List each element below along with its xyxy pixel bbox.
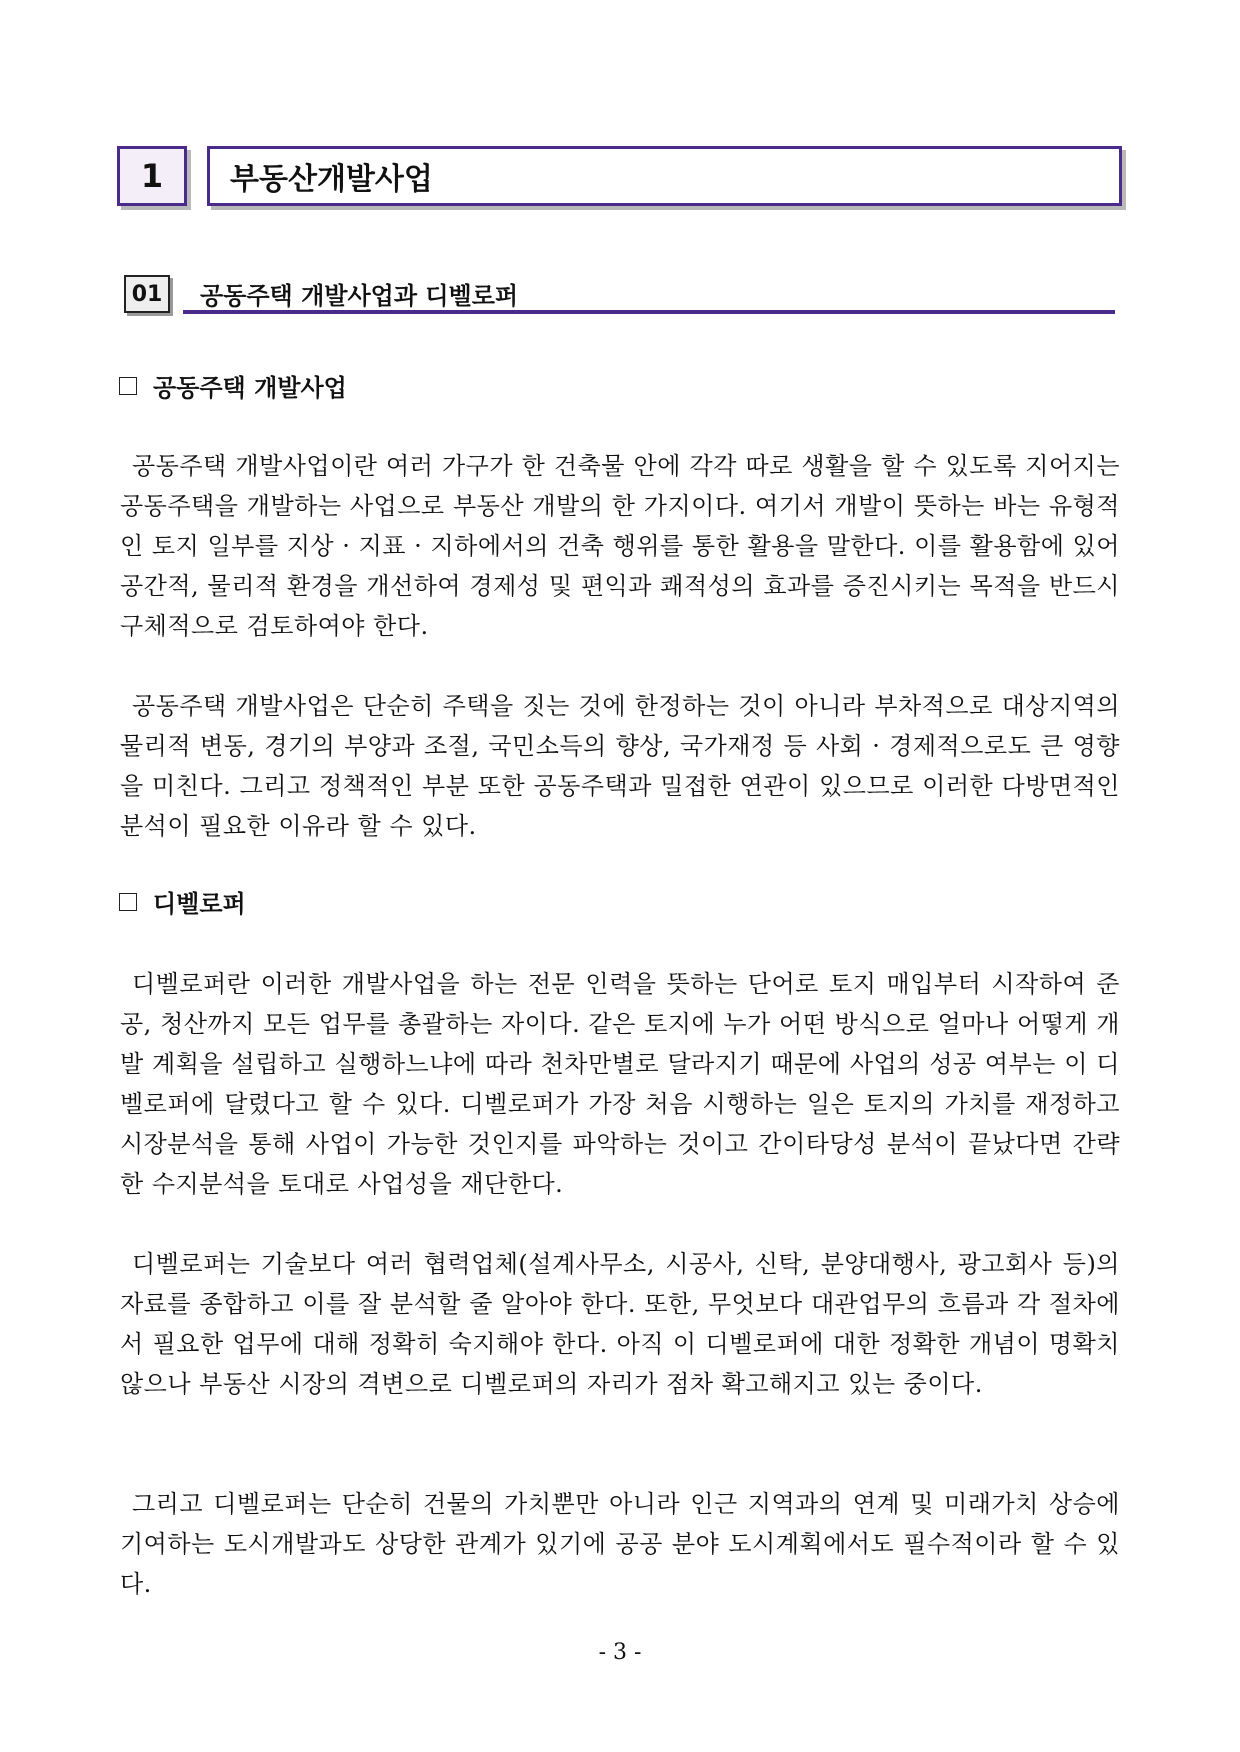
checkbox-square-icon xyxy=(119,893,137,911)
section-title: 공동주택 개발사업과 디벨로퍼 xyxy=(200,282,519,310)
subheading-text: 공동주택 개발사업 xyxy=(153,373,347,402)
section-underline xyxy=(183,310,1115,314)
checkbox-square-icon xyxy=(119,377,137,395)
subheading-developer xyxy=(119,884,246,919)
chapter-title: 부동산개발사업 xyxy=(207,146,1122,206)
page-number: - 3 - xyxy=(598,1640,642,1665)
paragraph: 공동주택 개발사업은 단순히 주택을 짓는 것에 한정하는 것이 아니라 부차적으로 대상지역의 물리적 변동, 경기의 부양과 조절, 국민소득의 향상, 국가재정 등 사회 · 경제적으로도 큰 영향을 미친다. 그리고 정책적인 부분 또한 공동주택과 밀접한 연관이 있으므로 이러한 다방면적인 분석이 필요한 이유라 할 수 있다. xyxy=(120,692,1120,840)
paragraph: 공동주택 개발사업이란 여러 가구가 한 건축물 안에 각각 따로 생활을 할 수 있도록 지어지는 공동주택을 개발하는 사업으로 부동산 개발의 한 가지이다. 여기서 개발이 뜻하는 바는 유형적인 토지 일부를 지상 · 지표 · 지하에서의 건축 행위를 통한 활용을 말한다. 이를 활용함에 있어 공간적, 물리적 환경을 개선하여 경제성 및 편익과 쾌적성의 효과를 증진시키는 목적을 반드시 구체적으로 검토하여야 한다. xyxy=(120,452,1120,640)
chapter-number: 1 xyxy=(117,146,187,206)
section-number: 01 xyxy=(124,275,170,313)
paragraph: 그리고 디벨로퍼는 단순히 건물의 가치뿐만 아니라 인근 지역과의 연계 및 미래가치 상승에 기여하는 도시개발과도 상당한 관계가 있기에 공공 분야 도시계획에서도 필수적이라 할 수 있다. xyxy=(120,1490,1120,1598)
subheading-text: 디벨로퍼 xyxy=(153,889,246,918)
subheading-apartment-development xyxy=(119,368,347,403)
paragraph: 디벨로퍼는 기술보다 여러 협력업체(설계사무소, 시공사, 신탁, 분양대행사, 광고회사 등)의 자료를 종합하고 이를 잘 분석할 줄 알아야 한다. 또한, 무엇보다 대관업무의 흐름과 각 절차에서 필요한 업무에 대해 정확히 숙지해야 한다. 아직 이 디벨로퍼에 대한 정확한 개념이 명확치 않으나 부동산 시장의 격변으로 디벨로퍼의 자리가 점차 확고해지고 있는 중이다. xyxy=(120,1250,1120,1398)
paragraph: 디벨로퍼란 이러한 개발사업을 하는 전문 인력을 뜻하는 단어로 토지 매입부터 시작하여 준공, 청산까지 모든 업무를 총괄하는 자이다. 같은 토지에 누가 어떤 방식으로 얼마나 어떻게 개발 계획을 설립하고 실행하느냐에 따라 천차만별로 달라지기 때문에 사업의 성공 여부는 이 디벨로퍼에 달렸다고 할 수 있다. 디벨로퍼가 가장 처음 시행하는 일은 토지의 가치를 재정하고 시장분석을 통해 사업이 가능한 것인지를 파악하는 것이고 간이타당성 분석이 끝났다면 간략한 수지분석을 토대로 사업성을 재단한다. xyxy=(120,970,1120,1198)
